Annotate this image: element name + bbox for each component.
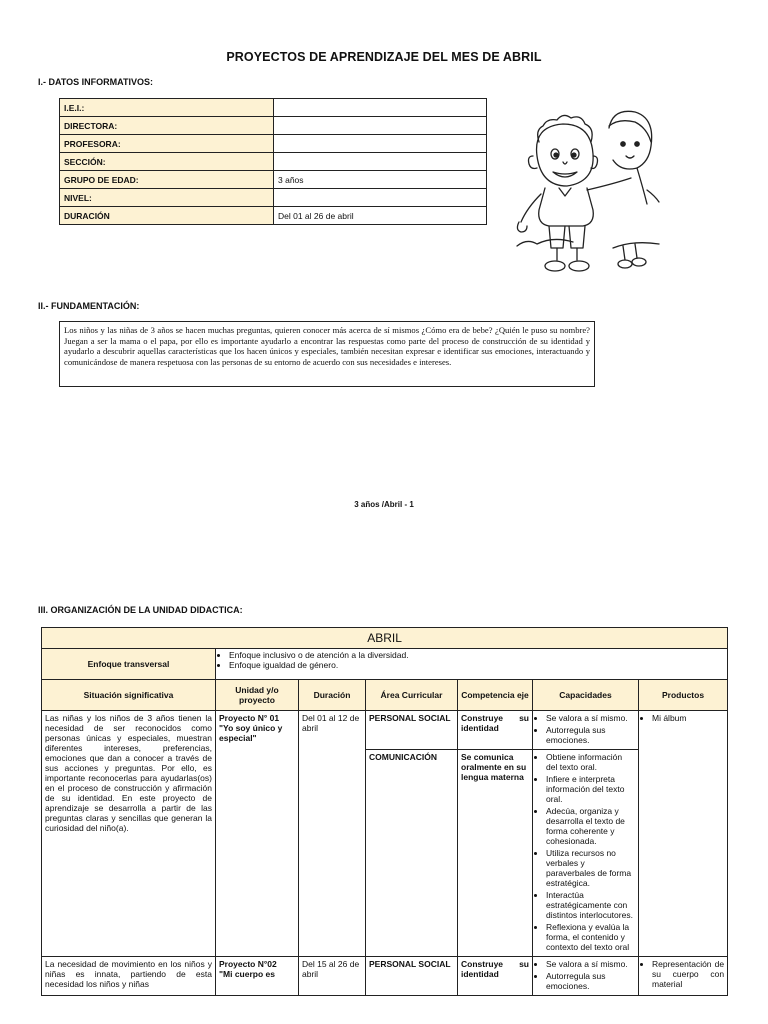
section-heading-organizacion: III. ORGANIZACIÓN DE LA UNIDAD DIDACTICA: xyxy=(38,605,243,615)
list-item: • Representación de su cuerpo con material xyxy=(652,959,724,989)
list-item: • Reflexiona y evalúa la forma, el contenido y contexto del texto oral xyxy=(546,922,635,952)
duracion-cell: Del 15 al 26 de abril xyxy=(299,957,366,996)
area-cell: PERSONAL SOCIAL xyxy=(366,957,458,996)
duracion-cell: Del 01 al 12 de abril xyxy=(299,711,366,957)
field-label: GRUPO DE EDAD: xyxy=(60,171,274,189)
competencia-cell: Se comunica oralmente en su lengua materna xyxy=(458,750,533,957)
area-cell: PERSONAL SOCIAL xyxy=(366,711,458,750)
list-item: • Infiere e interpreta información del texto oral. xyxy=(546,774,635,804)
section-heading-fundamentacion: II.- FUNDAMENTACIÓN: xyxy=(38,301,140,311)
unidad-didactica-table xyxy=(41,627,728,996)
table-row xyxy=(42,957,728,996)
capacidades-cell xyxy=(533,711,639,750)
list-item: • Se valora a sí mismo. xyxy=(546,959,635,969)
table-row xyxy=(60,99,487,117)
list-item: • Autorregula sus emociones. xyxy=(546,725,635,745)
area-cell: COMUNICACIÓN xyxy=(366,750,458,957)
header-area: Área Curricular xyxy=(366,680,458,711)
field-value xyxy=(274,153,487,171)
table-row xyxy=(60,135,487,153)
productos-cell xyxy=(639,711,728,957)
field-label: PROFESORA: xyxy=(60,135,274,153)
list-item: • Adecúa, organiza y desarrolla el texto de forma coherente y cohesionada. xyxy=(546,806,635,846)
page-footer: 3 años /Abril - 1 xyxy=(354,500,414,509)
list-item: • Autorregula sus emociones. xyxy=(546,971,635,991)
list-item: • Enfoque igualdad de género. xyxy=(229,660,724,670)
list-item: • Mi álbum xyxy=(652,713,724,723)
field-value xyxy=(274,189,487,207)
header-situacion: Situación significativa xyxy=(42,680,216,711)
productos-cell xyxy=(639,957,728,996)
proyecto-name: "Yo soy único y especial" xyxy=(219,723,283,743)
field-value: 3 años xyxy=(274,171,487,189)
table-row xyxy=(60,117,487,135)
month-header: ABRIL xyxy=(42,628,728,649)
situacion-cell: Las niñas y los niños de 3 años tienen la necesidad de ser reconocidos como personas únicas y especiales, muestran diferentes intereses, preferencias, emociones que dan a conocer a través de sus acciones y preguntas. Por ello, es importante reconocerlas para ayudarlas(os) en el proceso de construcción y afirmación de su identidad. En este proyecto de aprendizaje se desarrolla a partir de las preguntas claras y sencillas que generan la curiosidad del niño(a). xyxy=(42,711,216,957)
list-item: • Interactúa estratégicamente con distintos interlocutores. xyxy=(546,890,635,920)
proyecto-label: Proyecto N°02 xyxy=(219,959,277,969)
enfoque-label: Enfoque transversal xyxy=(42,649,216,680)
field-label: NIVEL: xyxy=(60,189,274,207)
field-label: SECCIÓN: xyxy=(60,153,274,171)
field-value xyxy=(274,117,487,135)
list-item: • Obtiene información del texto oral. xyxy=(546,752,635,772)
proyecto-label: Proyecto N° 01 xyxy=(219,713,280,723)
list-item: • Se valora a sí mismo. xyxy=(546,713,635,723)
field-value xyxy=(274,135,487,153)
table-row xyxy=(60,189,487,207)
document-title: PROYECTOS DE APRENDIZAJE DEL MES DE ABRIL xyxy=(226,50,542,64)
fundamentacion-text: Los niños y las niñas de 3 años se hacen muchas preguntas, quieren conocer más acerca de sí mismos ¿Cómo era de bebe? ¿Quién le puso su nombre? Juegan a ser la mama o el papa, por ello es importante ayudarlo a encontrar las respuestas como parte del proceso de construcción de su identidad y ayudarlo a descubrir aquellas características que los hacen únicos y especiales, también necesitan expresar e identificar sus emociones, interactuando y comunicándose de manera respetuosa con las personas de su entorno de acuerdo con sus necesidades e intereses. xyxy=(59,321,595,387)
section-heading-datos: I.- DATOS INFORMATIVOS: xyxy=(38,77,153,87)
list-item: • Utiliza recursos no verbales y paraverbales de forma estratégica. xyxy=(546,848,635,888)
field-label: I.E.I.: xyxy=(60,99,274,117)
field-value: Del 01 al 26 de abril xyxy=(274,207,487,225)
field-label: DURACIÓN xyxy=(60,207,274,225)
header-capacidades: Capacidades xyxy=(533,680,639,711)
header-unidad: Unidad y/o proyecto xyxy=(216,680,299,711)
capacidades-cell xyxy=(533,750,639,957)
children-illustration xyxy=(513,98,663,290)
header-duracion: Duración xyxy=(299,680,366,711)
proyecto-cell xyxy=(216,957,299,996)
table-row xyxy=(60,171,487,189)
header-productos: Productos xyxy=(639,680,728,711)
proyecto-cell xyxy=(216,711,299,957)
datos-informativos-table xyxy=(59,98,487,225)
table-row xyxy=(60,207,487,225)
list-item: • Enfoque inclusivo o de atención a la diversidad. xyxy=(229,650,724,660)
competencia-cell: Construye su identidad xyxy=(458,711,533,750)
table-row xyxy=(60,153,487,171)
field-label: DIRECTORA: xyxy=(60,117,274,135)
enfoques-cell xyxy=(216,649,728,680)
proyecto-name: "Mi cuerpo es xyxy=(219,969,275,979)
table-row xyxy=(42,711,728,750)
situacion-cell: La necesidad de movimiento en los niños y niñas es innata, partiendo de esta necesidad los niños y niñas xyxy=(42,957,216,996)
competencia-cell: Construye su identidad xyxy=(458,957,533,996)
field-value xyxy=(274,99,487,117)
capacidades-cell xyxy=(533,957,639,996)
header-competencia: Competencia eje xyxy=(458,680,533,711)
